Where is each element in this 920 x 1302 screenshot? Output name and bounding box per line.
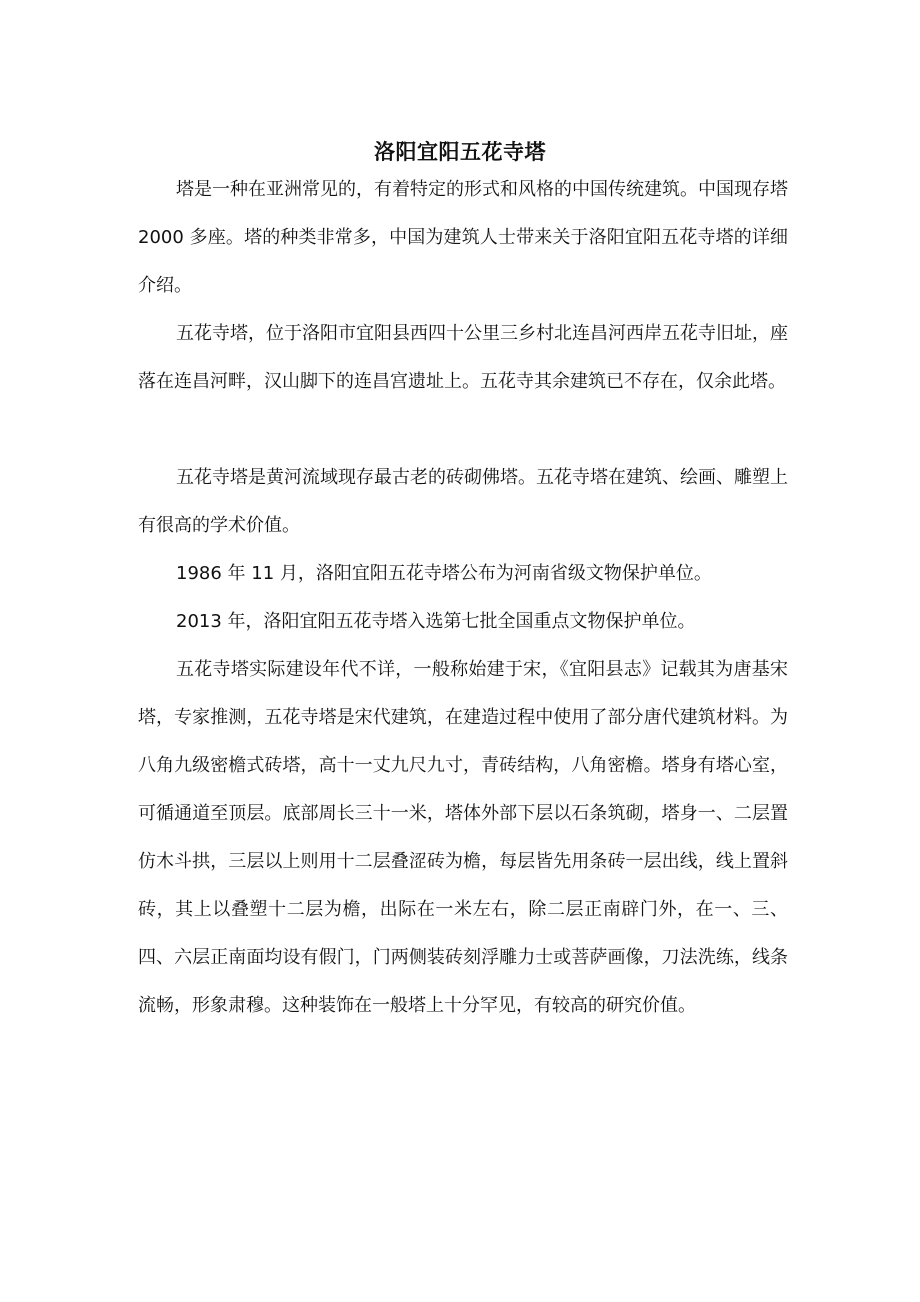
paragraph-2013-protection: 2013 年，洛阳宜阳五花寺塔入选第七批全国重点文物保护单位。 [176,611,696,632]
paragraph-1986-protection: 1986 年 11 月，洛阳宜阳五花寺塔公布为河南省级文物保护单位。 [176,563,712,584]
paragraph-significance: 五花寺塔是黄河流域现存最古老的砖砌佛塔。五花寺塔在建筑、绘画、雕塑上有很高的学术价值。 [138,467,788,536]
paragraph-location: 五花寺塔，位于洛阳市宜阳县西四十公里三乡村北连昌河西岸五花寺旧址，座落在连昌河畔，汉山脚下的连昌宫遗址上。五花寺其余建筑已不存在，仅余此塔。 [138,323,788,392]
paragraph-intro: 塔是一种在亚洲常见的，有着特定的形式和风格的中国传统建筑。中国现存塔 2000 多座。塔的种类非常多，中国为建筑人士带来关于洛阳宜阳五花寺塔的详细介绍。 [138,179,788,296]
paragraph-architecture-details: 五花寺塔实际建设年代不详，一般称始建于宋，《宜阳县志》记载其为唐基宋塔，专家推测，五花寺塔是宋代建筑，在建造过程中使用了部分唐代建筑材料。为八角九级密檐式砖塔，高十一丈九尺九寸，青砖结构，八角密檐。塔身有塔心室，可循通道至顶层。底部周长三十一米，塔体外部下层以石条筑砌，塔身一、二层置仿木斗拱，三层以上则用十二层叠涩砖为檐，每层皆先用条砖一层出线，线上置斜砖，其上以叠塑十二层为檐，出际在一米左右，除二层正南辟门外，在一、三、四、六层正南面均设有假门，门两侧装砖刻浮雕力士或菩萨画像，刀法洗练，线条流畅，形象肃穆。这种装饰在一般塔上十分罕见，有较高的研究价值。 [138,659,788,1016]
document-title: 洛阳宜阳五花寺塔 [374,140,546,165]
